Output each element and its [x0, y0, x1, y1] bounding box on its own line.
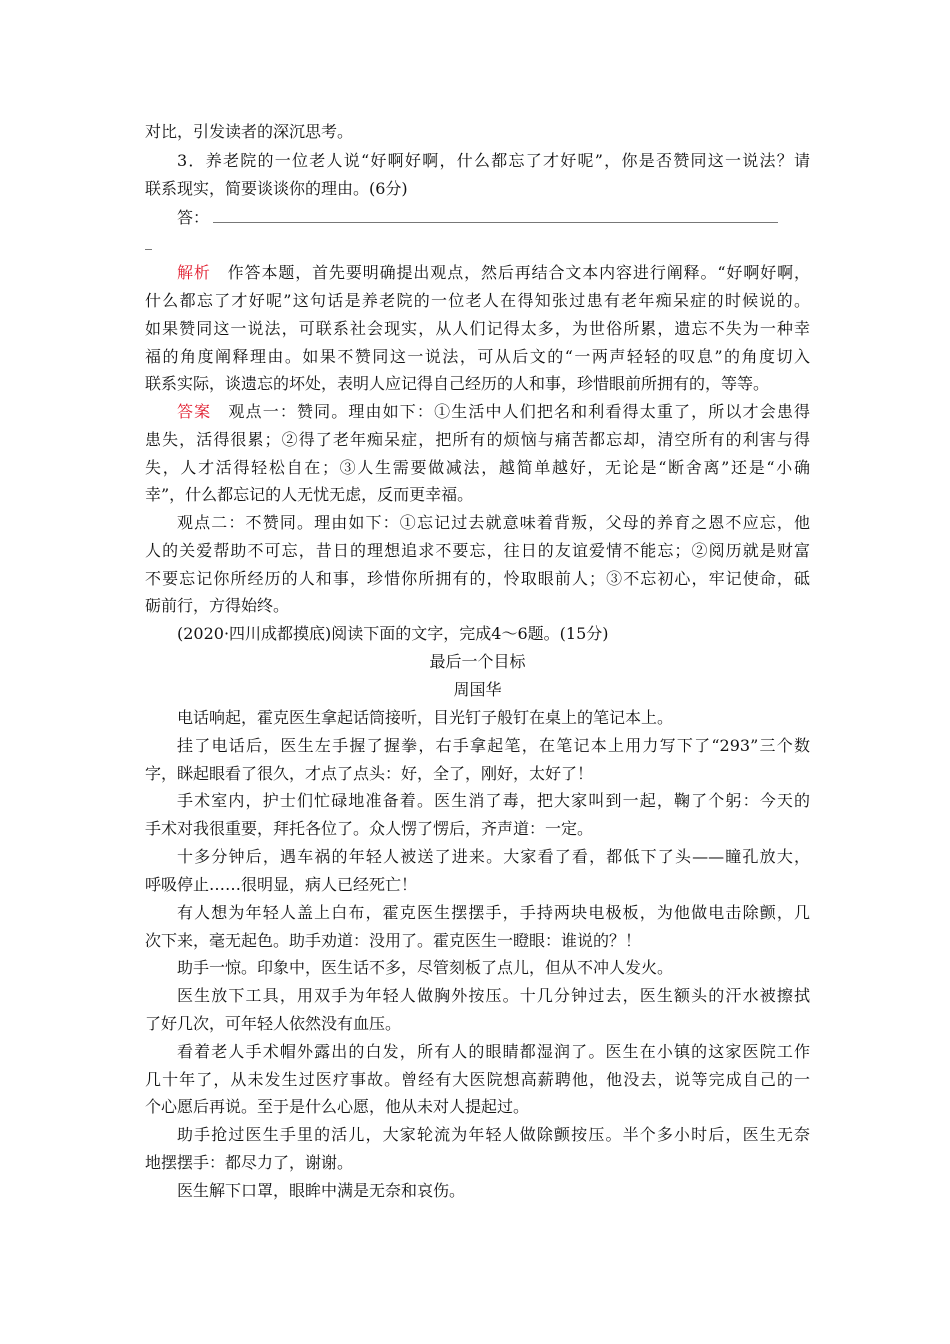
- story-paragraph-4-line-1: 十多分钟后，遇车祸的年轻人被送了进来。大家看了看，都低下了头——瞳孔放大，: [177, 847, 810, 866]
- story-paragraph-10: 医生解下口罩，眼眸中满是无奈和哀伤。: [177, 1181, 466, 1200]
- answer-view2-line-2: 人的关爱帮助不可忘，昔日的理想追求不要忘，往日的友谊爱情不能忘；②阅历就是财富: [145, 541, 810, 560]
- answer-view2-line-4: 砺前行，方得始终。: [145, 596, 290, 615]
- story-paragraph-9-line-1: 助手抢过医生手里的活儿，大家轮流为年轻人做除颤按压。半个多小时后，医生无奈: [177, 1125, 810, 1144]
- answer-blank-line: [213, 222, 778, 223]
- story-paragraph-8-line-3: 个心愿后再说。至于是什么心愿，他从未对人提起过。: [145, 1097, 530, 1116]
- story-paragraph-8-line-2: 几十年了，从未发生过医疗事故。曾经有大医院想高薪聘他，他没去，说等完成自己的一: [145, 1070, 810, 1089]
- analysis-text-1: 作答本题，首先要明确提出观点，然后再结合文本内容进行阐释。“好啊好啊，: [227, 263, 810, 282]
- analysis-line-1: [177, 259, 810, 287]
- answer-view2-line-1: 观点二：不赞同。理由如下：①忘记过去就意味着背叛，父母的养育之恩不应忘，他: [177, 513, 810, 532]
- answer-view1-line-4: 幸”，什么都忘记的人无忧无虑，反而更幸福。: [145, 485, 474, 504]
- answer-view1-line-3: 失，人才活得轻松自在；③人生需要做减法，越简单越好，无论是“断舍离”还是“小确: [145, 458, 810, 477]
- analysis-line-2: 什么都忘了才好呢”这句话是养老院的一位老人在得知张过患有老年痴呆症的时候说的。: [145, 291, 810, 310]
- answer-label: 答：: [177, 208, 210, 227]
- analysis-line-4: 福的角度阐释理由。如果不赞同这一说法，可从后文的“一两声轻轻的叹息”的角度切入: [145, 347, 810, 366]
- story-paragraph-9-line-2: 地摆摆手：都尽力了，谢谢。: [145, 1153, 354, 1172]
- answer-view2-line-3: 不要忘记你所经历的人和事，珍惜你所拥有的，怜取眼前人；③不忘初心，牢记使命，砥: [145, 569, 810, 588]
- analysis-line-5: 联系实际，谈遗忘的坏处，表明人应记得自己经历的人和事，珍惜眼前所拥有的，等等。: [145, 374, 770, 393]
- story-paragraph-2-line-1: 挂了电话后，医生左手握了握拳，右手拿起笔，在笔记本上用力写下了“293”三个数: [177, 736, 810, 755]
- reading-source: (2020·四川成都摸底)阅读下面的文字，完成4～6题。(15分): [177, 624, 609, 643]
- analysis-line-3: 如果赞同这一说法，可联系社会现实，从人们记得太多，为世俗所累，遗忘不失为一种幸: [145, 319, 810, 338]
- intro-tail-line: 对比，引发读者的深沉思考。: [145, 122, 354, 141]
- story-paragraph-8-line-1: 看着老人手术帽外露出的白发，所有人的眼睛都湿润了。医生在小镇的这家医院工作: [177, 1042, 810, 1061]
- story-paragraph-7-line-2: 了好几次，可年轻人依然没有血压。: [145, 1014, 402, 1033]
- answer-view1-text-1: 观点一：赞同。理由如下：①生活中人们把名和利看得太重了，所以才会患得: [228, 402, 810, 421]
- story-paragraph-1: 电话响起，霍克医生拿起话筒接听，目光钉子般钉在桌上的笔记本上。: [177, 708, 674, 727]
- question-3-line-1: 3．养老院的一位老人说“好啊好啊，什么都忘了才好呢”，你是否赞同这一说法？请: [177, 151, 810, 170]
- story-paragraph-5-line-1: 有人想为年轻人盖上白布，霍克医生摆摆手，手持两块电极板，为他做电击除颤，几: [177, 903, 810, 922]
- story-paragraph-5-line-2: 次下来，毫无起色。助手劝道：没用了。霍克医生一瞪眼：谁说的？！: [145, 931, 642, 950]
- analysis-tag: 解析: [177, 263, 211, 282]
- story-paragraph-6: 助手一惊。印象中，医生话不多，尽管刻板了点儿，但从不冲人发火。: [177, 958, 674, 977]
- answer-view1-line-1: [177, 398, 810, 426]
- answer-blank-continuation: [145, 249, 152, 250]
- story-paragraph-4-line-2: 呼吸停止……很明显，病人已经死亡！: [145, 875, 418, 894]
- story-paragraph-2-line-2: 字，眯起眼看了很久，才点了点头：好，全了，刚好，太好了！: [145, 764, 594, 783]
- story-paragraph-7-line-1: 医生放下工具，用双手为年轻人做胸外按压。十几分钟过去，医生额头的汗水被擦拭: [177, 986, 810, 1005]
- story-paragraph-3-line-2: 手术对我很重要，拜托各位了。众人愣了愣后，齐声道：一定。: [145, 819, 594, 838]
- answer-view1-line-2: 患失，活得很累；②得了老年痴呆症，把所有的烦恼与痛苦都忘却，清空所有的利害与得: [145, 430, 810, 449]
- story-title: 最后一个目标: [429, 652, 526, 671]
- question-3-line-2: 联系现实，简要谈谈你的理由。(6分): [145, 179, 408, 198]
- story-author: 周国华: [453, 680, 502, 699]
- answer-tag: 答案: [177, 402, 212, 421]
- story-paragraph-3-line-1: 手术室内，护士们忙碌地准备着。医生消了毒，把大家叫到一起，鞠了个躬：今天的: [177, 791, 810, 810]
